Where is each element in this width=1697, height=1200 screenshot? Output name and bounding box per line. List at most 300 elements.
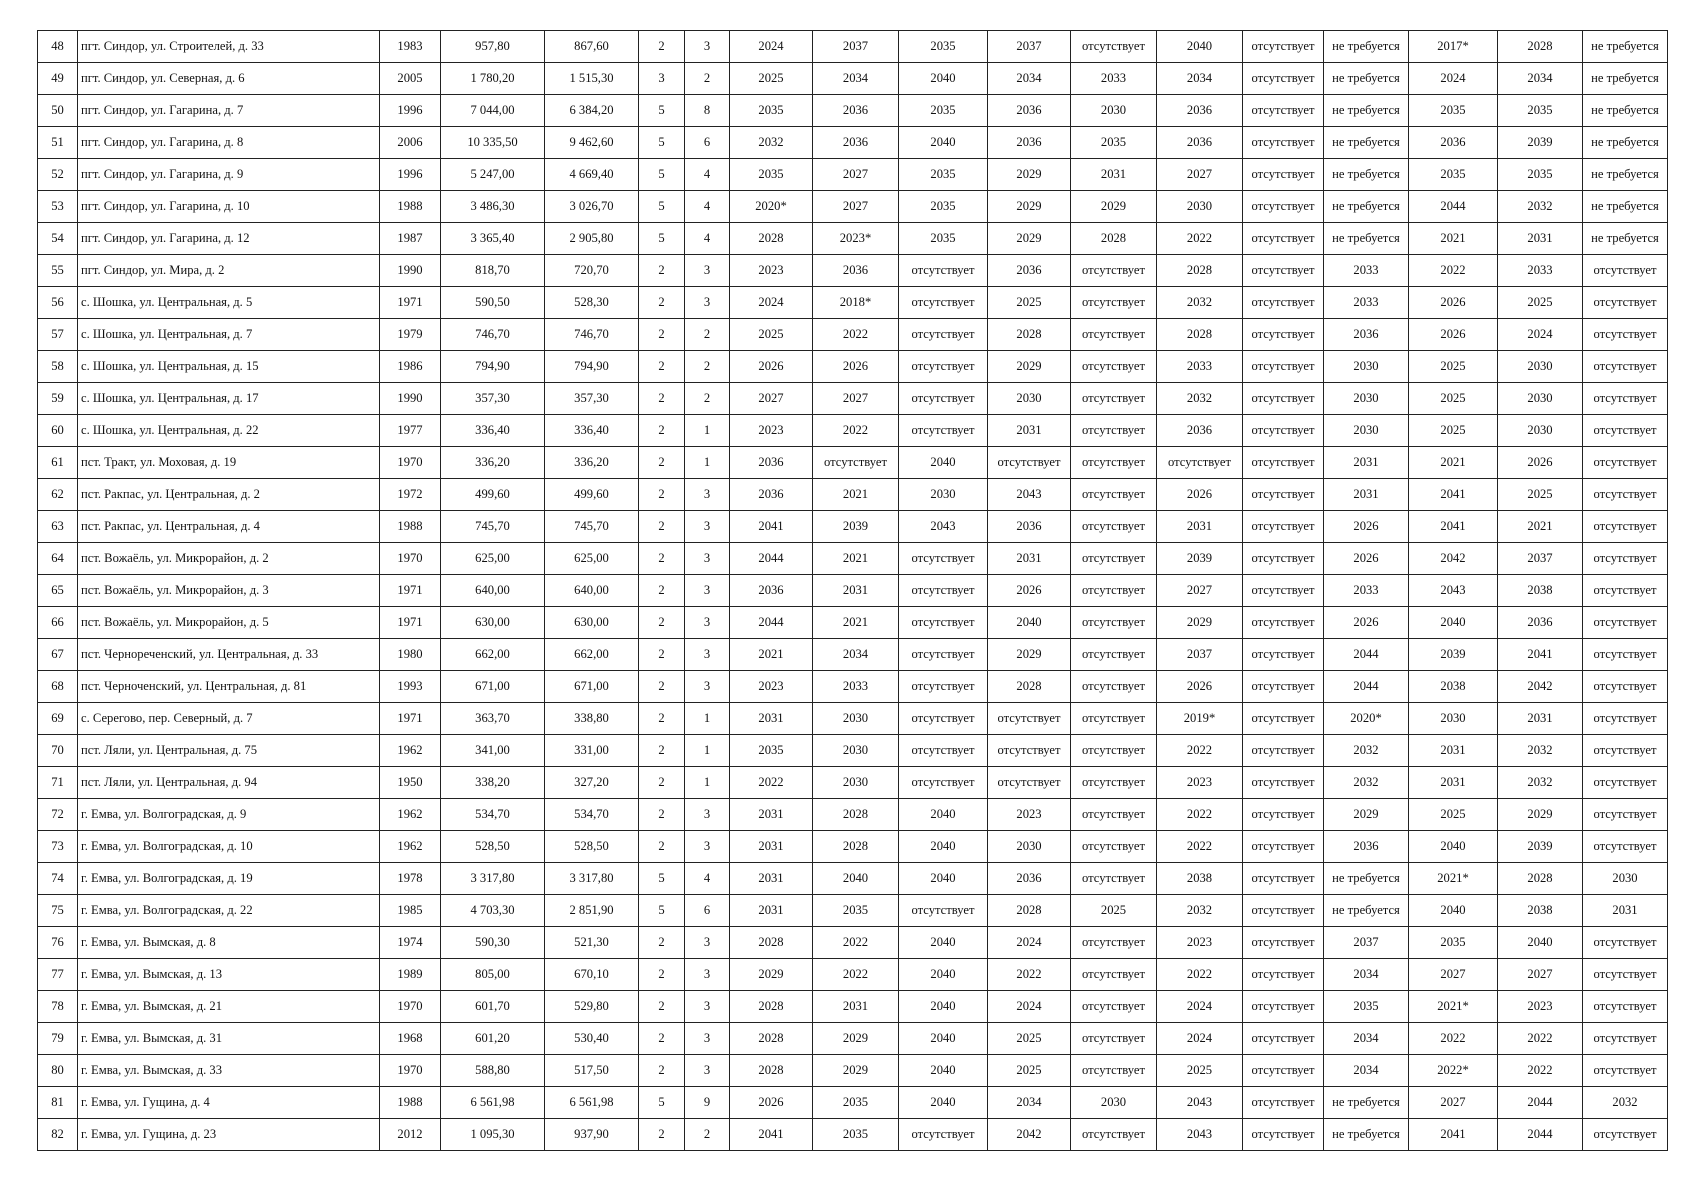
row-number-cell: 80 [38,1055,78,1087]
table-cell: 745,70 [441,511,545,543]
table-cell: 2022 [1409,255,1498,287]
table-cell: 2021 [1409,223,1498,255]
table-cell: 528,30 [545,287,639,319]
table-cell: 2032 [1498,767,1583,799]
table-cell: 2041 [1409,511,1498,543]
table-cell: 2029 [988,159,1071,191]
table-cell: 338,20 [441,767,545,799]
table-cell: 2035 [899,223,988,255]
table-cell: 2040 [813,863,899,895]
table-cell: отсутствует [1583,1055,1668,1087]
table-cell: 2027 [1409,1087,1498,1119]
table-cell: 720,70 [545,255,639,287]
table-cell: 2 [639,575,685,607]
table-cell: отсутствует [1583,927,1668,959]
table-cell: 794,90 [545,351,639,383]
table-cell: 2034 [1498,63,1583,95]
table-cell: 357,30 [441,383,545,415]
table-cell: 2044 [1324,639,1409,671]
table-cell: 529,80 [545,991,639,1023]
table-cell: 3 317,80 [545,863,639,895]
table-cell: 4 [685,223,730,255]
table-cell: 3 [639,63,685,95]
table-cell: не требуется [1324,31,1409,63]
table-cell: 2 [685,383,730,415]
table-cell: 805,00 [441,959,545,991]
table-cell: 2 [639,1119,685,1151]
table-cell: 5 [639,159,685,191]
table-cell: 2038 [1498,895,1583,927]
table-cell: не требуется [1324,127,1409,159]
table-cell: 2036 [1157,95,1243,127]
table-cell: 2 [685,351,730,383]
table-cell: 3 [685,671,730,703]
table-cell: 1 515,30 [545,63,639,95]
table-cell: 640,00 [545,575,639,607]
table-cell: 590,30 [441,927,545,959]
table-cell: 2028 [730,223,813,255]
table-cell: 5 247,00 [441,159,545,191]
table-cell: 9 462,60 [545,127,639,159]
table-cell: 499,60 [441,479,545,511]
table-cell: 1987 [380,223,441,255]
table-row [38,799,1668,831]
table-cell: 2040 [899,927,988,959]
table-cell: 3 317,80 [441,863,545,895]
table-cell: 2028 [1157,255,1243,287]
table-cell: 2024 [1157,1023,1243,1055]
table-cell: отсутствует [899,767,988,799]
table-cell: 2038 [1157,863,1243,895]
table-cell: 625,00 [545,543,639,575]
table-row [38,95,1668,127]
table-cell: отсутствует [1071,831,1157,863]
address-cell: пгт. Синдор, ул. Гагарина, д. 7 [78,95,380,127]
table-cell: отсутствует [1071,479,1157,511]
table-cell: отсутствует [1243,799,1324,831]
table-cell: 1978 [380,863,441,895]
table-cell: 4 [685,191,730,223]
table-cell: 2 [639,255,685,287]
table-cell: 2 [639,799,685,831]
table-cell: 2019* [1157,703,1243,735]
table-cell: отсутствует [1583,767,1668,799]
table-cell: 2022 [1157,735,1243,767]
table-cell: 2029 [988,639,1071,671]
address-cell: г. Емва, ул. Вымская, д. 8 [78,927,380,959]
table-cell: 670,10 [545,959,639,991]
row-number-cell: 70 [38,735,78,767]
table-cell: 2 [639,415,685,447]
table-cell: не требуется [1583,159,1668,191]
table-cell: 2030 [1583,863,1668,895]
table-cell: 2023 [730,255,813,287]
table-cell: не требуется [1324,95,1409,127]
table-cell: 2028 [730,1023,813,1055]
table-cell: отсутствует [1243,31,1324,63]
table-cell: 2031 [813,991,899,1023]
table-cell: 640,00 [441,575,545,607]
table-cell: отсутствует [1243,927,1324,959]
table-cell: 2026 [1324,543,1409,575]
table-cell: 2026 [813,351,899,383]
table-cell: 2037 [1324,927,1409,959]
table-cell: 794,90 [441,351,545,383]
table-cell: 2 [639,959,685,991]
table-cell: отсутствует [1071,863,1157,895]
table-cell: отсутствует [899,639,988,671]
table-cell: 3 [685,959,730,991]
row-number-cell: 67 [38,639,78,671]
table-cell: 2 [639,767,685,799]
address-cell: г. Емва, ул. Волгоградская, д. 22 [78,895,380,927]
table-cell: отсутствует [1071,1055,1157,1087]
table-cell: 2029 [1071,191,1157,223]
table-cell: 746,70 [441,319,545,351]
table-row [38,1023,1668,1055]
table-cell: 1962 [380,735,441,767]
table-cell: 2028 [988,671,1071,703]
table-cell: 1 095,30 [441,1119,545,1151]
table-cell: 2022 [1498,1055,1583,1087]
address-cell: пст. Черноченский, ул. Центральная, д. 81 [78,671,380,703]
table-cell: 2035 [1498,159,1583,191]
table-cell: 2025 [1409,351,1498,383]
table-cell: 2031 [730,831,813,863]
table-cell: 1977 [380,415,441,447]
table-cell: 2021 [730,639,813,671]
table-cell: 6 561,98 [441,1087,545,1119]
address-cell: пгт. Синдор, ул. Гагарина, д. 8 [78,127,380,159]
table-cell: 2028 [730,1055,813,1087]
table-cell: 2033 [1157,351,1243,383]
table-cell: 2023 [1157,767,1243,799]
table-cell: отсутствует [1243,543,1324,575]
table-cell: 2035 [1409,95,1498,127]
table-cell: отсутствует [1583,287,1668,319]
table-cell: 2023 [1498,991,1583,1023]
row-number-cell: 52 [38,159,78,191]
table-row [38,671,1668,703]
table-cell: 2025 [1409,383,1498,415]
table-cell: 2026 [1324,511,1409,543]
table-cell: 2040 [899,991,988,1023]
table-cell: 2 [639,31,685,63]
table-cell: 3 [685,255,730,287]
table-cell: 2 851,90 [545,895,639,927]
table-cell: 937,90 [545,1119,639,1151]
table-cell: отсутствует [1583,351,1668,383]
table-cell: не требуется [1324,863,1409,895]
table-cell: 2040 [1409,607,1498,639]
table-cell: 1996 [380,95,441,127]
address-cell: пгт. Синдор, ул. Гагарина, д. 10 [78,191,380,223]
table-cell: 2040 [1409,831,1498,863]
table-cell: отсутствует [1243,383,1324,415]
table-cell: 1990 [380,383,441,415]
table-cell: 2 [639,639,685,671]
table-cell: 2026 [1498,447,1583,479]
table-cell: 2035 [1324,991,1409,1023]
table-cell: 2036 [988,255,1071,287]
table-cell: 2035 [1498,95,1583,127]
table-cell: отсутствует [899,287,988,319]
table-cell: отсутствует [1583,1119,1668,1151]
table-cell: отсутствует [1583,799,1668,831]
table-cell: 2024 [1409,63,1498,95]
row-number-cell: 55 [38,255,78,287]
table-row [38,319,1668,351]
table-cell: 2032 [1583,1087,1668,1119]
table-cell: 2040 [899,863,988,895]
table-cell: 3 [685,543,730,575]
table-cell: 2042 [1409,543,1498,575]
table-cell: отсутствует [1071,991,1157,1023]
table-cell: 2028 [1157,319,1243,351]
table-cell: 2040 [899,1023,988,1055]
table-cell: 5 [639,895,685,927]
table-row [38,639,1668,671]
table-cell: 2021 [1498,511,1583,543]
table-cell: 336,20 [545,447,639,479]
table-row [38,351,1668,383]
table-cell: отсутствует [1583,671,1668,703]
table-cell: 2038 [1498,575,1583,607]
table-cell: не требуется [1583,127,1668,159]
table-cell: 4 [685,863,730,895]
table-cell: 534,70 [441,799,545,831]
address-cell: пст. Вожаёль, ул. Микрорайон, д. 3 [78,575,380,607]
table-cell: отсутствует [1243,255,1324,287]
row-number-cell: 51 [38,127,78,159]
table-cell: 2026 [730,351,813,383]
table-cell: 2021* [1409,863,1498,895]
table-cell: 2040 [1157,31,1243,63]
table-cell: 2035 [730,735,813,767]
table-cell: 2029 [988,223,1071,255]
table-cell: отсутствует [1071,703,1157,735]
row-number-cell: 48 [38,31,78,63]
table-cell: 2039 [1157,543,1243,575]
table-cell: не требуется [1324,1119,1409,1151]
table-row [38,1087,1668,1119]
table-cell: 2035 [899,31,988,63]
table-cell: 2028 [730,991,813,1023]
table-cell: не требуется [1324,159,1409,191]
table-cell: 2026 [988,575,1071,607]
table-row [38,927,1668,959]
table-cell: 2040 [899,799,988,831]
table-cell: 2038 [1409,671,1498,703]
table-cell: отсутствует [1243,223,1324,255]
table-cell: 2 905,80 [545,223,639,255]
row-number-cell: 81 [38,1087,78,1119]
table-cell: не требуется [1324,223,1409,255]
table-cell: 2027 [730,383,813,415]
table-cell: 2031 [813,575,899,607]
table-cell: отсутствует [899,895,988,927]
table-cell: 2022 [730,767,813,799]
table-cell: 2025 [1498,479,1583,511]
table-cell: 1979 [380,319,441,351]
address-cell: с. Шошка, ул. Центральная, д. 15 [78,351,380,383]
row-number-cell: 79 [38,1023,78,1055]
table-cell: 2027 [1157,575,1243,607]
table-cell: 2031 [1157,511,1243,543]
table-cell: отсутствует [1071,799,1157,831]
table-cell: 3 [685,927,730,959]
table-cell: отсутствует [899,543,988,575]
table-cell: не требуется [1583,191,1668,223]
table-cell: 336,20 [441,447,545,479]
table-cell: 1970 [380,1055,441,1087]
table-cell: 2030 [1157,191,1243,223]
table-cell: 2036 [1324,319,1409,351]
table-cell: отсутствует [1243,863,1324,895]
table-cell: 2036 [730,479,813,511]
table-row [38,447,1668,479]
table-cell: 1983 [380,31,441,63]
table-cell: 2028 [1071,223,1157,255]
table-cell: 1971 [380,287,441,319]
table-cell: отсутствует [1071,511,1157,543]
table-cell: 2027 [1498,959,1583,991]
row-number-cell: 82 [38,1119,78,1151]
table-cell: 2032 [1157,383,1243,415]
table-cell: 2037 [813,31,899,63]
table-cell: отсутствует [1071,31,1157,63]
table-cell: 3 [685,575,730,607]
row-number-cell: 73 [38,831,78,863]
table-cell: 2012 [380,1119,441,1151]
table-cell: 3 [685,479,730,511]
table-cell: 2022 [813,927,899,959]
table-cell: отсутствует [1071,447,1157,479]
table-cell: 746,70 [545,319,639,351]
table-cell: 2041 [1498,639,1583,671]
table-row [38,255,1668,287]
table-cell: 2 [685,63,730,95]
table-cell: 1988 [380,1087,441,1119]
row-number-cell: 72 [38,799,78,831]
table-cell: 2029 [988,191,1071,223]
table-row [38,831,1668,863]
table-cell: отсутствует [899,1119,988,1151]
table-row [38,863,1668,895]
table-cell: 2040 [1409,895,1498,927]
table-cell: 2025 [730,319,813,351]
table-cell: 2035 [1409,159,1498,191]
table-cell: 2032 [1324,735,1409,767]
row-number-cell: 62 [38,479,78,511]
table-cell: 1 780,20 [441,63,545,95]
table-cell: 2 [639,927,685,959]
table-cell: отсутствует [1243,95,1324,127]
row-number-cell: 61 [38,447,78,479]
table-cell: 2027 [813,159,899,191]
table-cell: 2024 [1157,991,1243,1023]
table-row [38,191,1668,223]
table-cell: отсутствует [1243,639,1324,671]
table-cell: 2029 [1157,607,1243,639]
table-cell: отсутствует [1071,927,1157,959]
address-cell: с. Шошка, ул. Центральная, д. 7 [78,319,380,351]
table-cell: 2030 [813,767,899,799]
table-cell: 5 [639,95,685,127]
table-cell: отсутствует [1071,607,1157,639]
table-cell: 2030 [1071,95,1157,127]
table-cell: 2022 [1157,799,1243,831]
table-cell: 1971 [380,575,441,607]
table-cell: 2026 [1157,671,1243,703]
table-cell: 2026 [1157,479,1243,511]
table-cell: 1968 [380,1023,441,1055]
table-cell: 2039 [1498,127,1583,159]
table-cell: 2030 [1071,1087,1157,1119]
table-cell: 2040 [899,1055,988,1087]
table-cell: 2031 [1324,447,1409,479]
table-cell: 528,50 [545,831,639,863]
table-cell: 2034 [813,639,899,671]
table-cell: отсутствует [1583,703,1668,735]
table-cell: отсутствует [1583,383,1668,415]
table-cell: 2034 [813,63,899,95]
table-cell: не требуется [1324,63,1409,95]
table-cell: 1 [685,703,730,735]
table-cell: отсутствует [1243,351,1324,383]
table-cell: 2041 [1409,1119,1498,1151]
table-cell: 5 [639,191,685,223]
table-cell: 2041 [1409,479,1498,511]
row-number-cell: 56 [38,287,78,319]
table-cell: 2029 [1324,799,1409,831]
table-cell: 2033 [813,671,899,703]
table-cell: 3 [685,799,730,831]
table-cell: 1985 [380,895,441,927]
address-cell: г. Емва, ул. Вымская, д. 13 [78,959,380,991]
table-cell: 2032 [1324,767,1409,799]
table-cell: 2036 [988,511,1071,543]
address-cell: г. Емва, ул. Гущина, д. 4 [78,1087,380,1119]
table-cell: 2028 [988,319,1071,351]
table-row [38,959,1668,991]
table-cell: 2044 [1498,1087,1583,1119]
table-cell: 2040 [1498,927,1583,959]
table-cell: отсутствует [1243,575,1324,607]
address-cell: пгт. Синдор, ул. Мира, д. 2 [78,255,380,287]
table-cell: 1980 [380,639,441,671]
table-cell: отсутствует [1071,287,1157,319]
table-cell: 2033 [1324,287,1409,319]
table-cell: 2043 [899,511,988,543]
table-cell: отсутствует [1243,1023,1324,1055]
table-cell: 4 669,40 [545,159,639,191]
table-cell: отсутствует [1071,351,1157,383]
table-cell: 1988 [380,511,441,543]
table-cell: 625,00 [441,543,545,575]
table-cell: 2023 [988,799,1071,831]
table-cell: не требуется [1583,31,1668,63]
table-cell: 6 561,98 [545,1087,639,1119]
housing-repair-schedule-table [37,30,1668,1151]
table-cell: отсутствует [1243,831,1324,863]
table-cell: отсутствует [1583,319,1668,351]
table-cell: 2031 [988,543,1071,575]
table-cell: 2030 [1324,351,1409,383]
table-cell: 2035 [813,1087,899,1119]
table-cell: 336,40 [545,415,639,447]
address-cell: пгт. Синдор, ул. Северная, д. 6 [78,63,380,95]
